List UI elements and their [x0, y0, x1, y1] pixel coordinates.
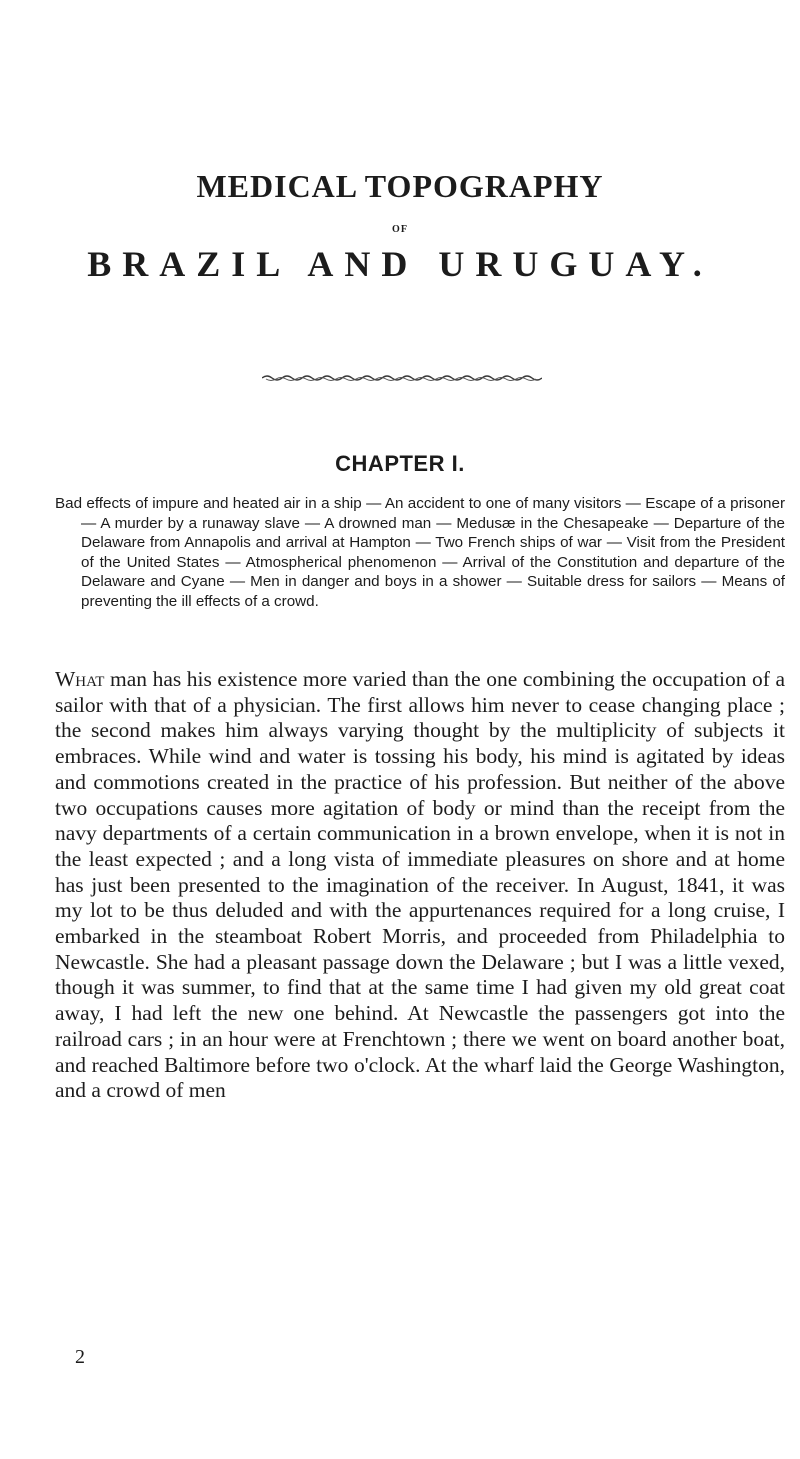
wavy-rule-ornament [262, 372, 542, 384]
book-subtitle: BRAZIL AND URUGUAY. [87, 244, 713, 284]
page-number: 2 [75, 1346, 85, 1368]
lead-word: What [55, 667, 105, 691]
body-paragraph-text: man has his existence more varied than the one combining the occupation of a sailor with that of a physician. The first allows him never to cease changing place ; the second makes him always varying thought by the multiplicity of subjects it embraces. While wind and water is tossing his body, his mind is agitated by ideas and commotions created in the practice of his profession. But neither of the above two occupations causes more agitation of body or mind than the receipt from the navy departments of a certain communication in a brown envelope, when it is not in the least expected ; and a long vista of immediate pleasures on shore and at home has just been presented to the imagination of the receiver. In August, 1841, it was my lot to be thus deluded and with the appurtenances required for a long cruise, I embarked in the steamboat Robert Morris, and proceeded from Philadelphia to Newcastle. She had a pleasant passage down the Delaware ; but I was a little vexed, though it was summer, to find that at the same time I had given my old great coat away, I had left the new one behind. At Newcastle the passengers got into the railroad cars ; in an hour were at Frenchtown ; there we went on board another boat, and reached Baltimore before two o'clock. At the wharf laid the George Washington, and a crowd of men [55, 667, 785, 1103]
body-paragraph [55, 667, 785, 1104]
chapter-synopsis: Bad effects of impure and heated air in a ship — An accident to one of many visitors — Escape of a prisoner — A murder by a runaway slave — A drowned man — Medusæ in the Chesapeake — Departure of the Delaware from Annapolis and arrival at Hampton — Two French ships of war — Visit from the President of the United States — Atmospherical phenomenon — Arrival of the Constitution and departure of the Delaware and Cyane — Men in danger and boys in a shower — Suitable dress for sailors — Means of preventing the ill effects of a crowd. [55, 495, 785, 610]
book-title: MEDICAL TOPOGRAPHY [196, 168, 604, 204]
chapter-heading: CHAPTER I. [335, 451, 465, 476]
title-connector: OF [392, 224, 408, 235]
